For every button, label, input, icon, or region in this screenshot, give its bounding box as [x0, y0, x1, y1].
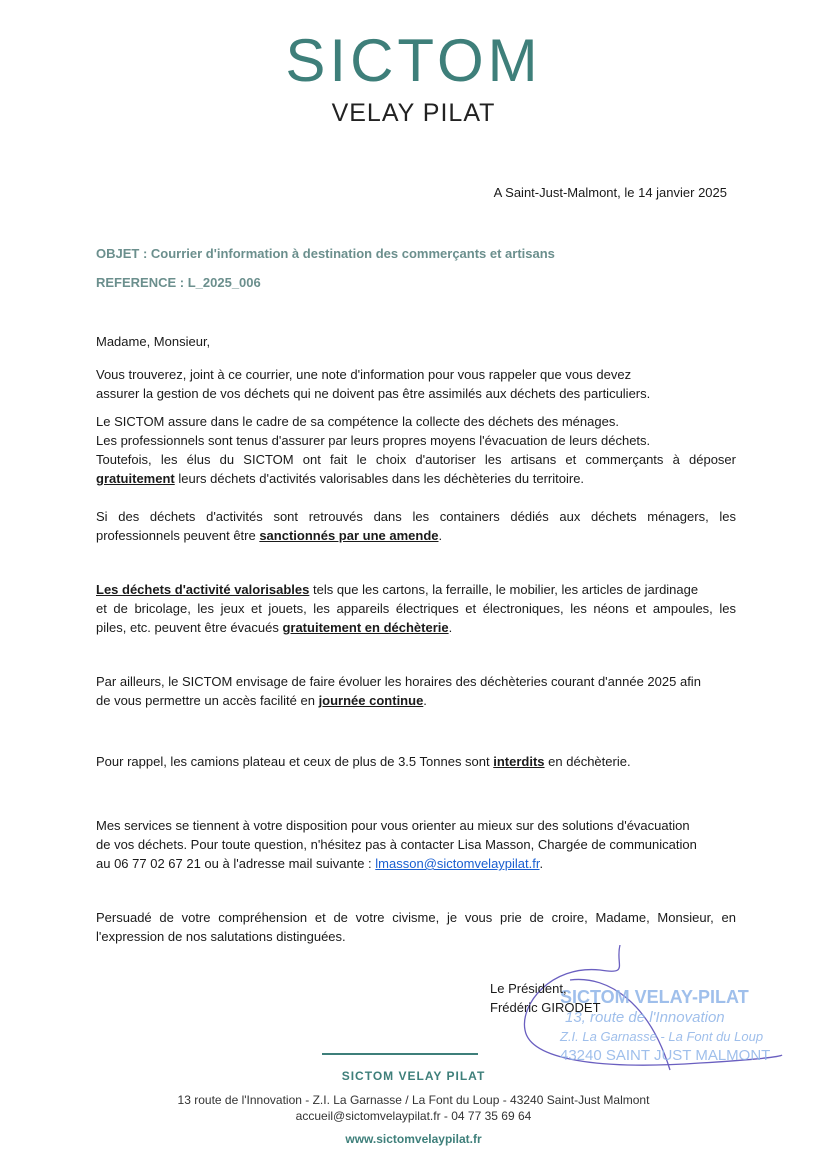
emphasis: Les déchets d'activité valorisables — [96, 582, 310, 597]
footer-org: SICTOM VELAY PILAT — [341, 1069, 486, 1083]
letter-subject: OBJET : Courrier d'information à destination des commerçants et artisans — [96, 246, 555, 261]
emphasis: sanctionnés par une amende — [259, 528, 439, 543]
footer-contact: accueil@sictomvelaypilat.fr - 04 77 35 69 64 — [295, 1109, 532, 1123]
footer-address: 13 route de l'Innovation - Z.I. La Garnasse / La Font du Loup - 43240 Saint-Just Malmont — [177, 1093, 650, 1107]
stamp-line: Z.I. La Garnasse - La Font du Loup — [560, 1029, 764, 1044]
p2-line — [96, 470, 736, 488]
p4-line: et de bricolage, les jeux et jouets, les appareils électriques et électroniques, les néons et ampoules, les — [96, 601, 736, 616]
p2-line: Les professionnels sont tenus d'assurer par leurs propres moyens l'évacuation de leurs déchets. — [96, 433, 651, 448]
signature-title: Le Président, — [490, 981, 567, 996]
text: au 06 77 02 67 21 ou à l'adresse mail suivante : — [96, 856, 376, 871]
text: tels que les cartons, la ferraille, le mobilier, les articles de jardinage — [309, 582, 699, 597]
text: professionnels peuvent être — [96, 528, 260, 543]
text: . — [423, 693, 427, 708]
text: Pour rappel, les camions plateau et ceux de plus de 3.5 Tonnes sont — [96, 754, 494, 769]
footer-website[interactable]: www.sictomvelaypilat.fr — [345, 1132, 482, 1146]
emphasis: journée continue — [318, 693, 424, 708]
p4-line — [96, 581, 736, 599]
stamp-line: 13, route de l'Innovation — [565, 1009, 725, 1026]
text: . — [448, 620, 453, 635]
letter-reference: REFERENCE : L_2025_006 — [96, 275, 261, 290]
p8-line: l'expression de nos salutations distinguées. — [96, 929, 346, 944]
p8-line: Persuadé de votre compréhension et de votre civisme, je vous prie de croire, Madame, Monsieur, en — [96, 910, 736, 925]
text: . — [539, 856, 544, 871]
logo-sictom: SICTOM — [285, 27, 542, 94]
text: leurs déchets d'activités valorisables dans les déchèteries du territoire. — [174, 471, 585, 486]
text: piles, etc. peuvent être évacués — [96, 620, 283, 635]
p7-line — [96, 855, 736, 873]
signature-name: Frédéric GIRODET — [490, 1000, 601, 1015]
p5-line: Par ailleurs, le SICTOM envisage de faire évoluer les horaires des déchèteries courant d'année 2025 afin — [96, 674, 701, 689]
emphasis: gratuitement en déchèterie — [282, 620, 449, 635]
p7-line: de vos déchets. Pour toute question, n'hésitez pas à contacter Lisa Masson, Chargée de communication — [96, 837, 697, 852]
p2-line: Le SICTOM assure dans le cadre de sa compétence la collecte des déchets des ménages. — [96, 414, 619, 429]
emphasis: interdits — [493, 754, 545, 769]
email-link[interactable]: lmasson@sictomvelaypilat.fr — [375, 856, 540, 871]
text: de vous permettre un accès facilité en — [96, 693, 319, 708]
emphasis: gratuitement — [96, 471, 175, 486]
p6-line — [96, 753, 736, 771]
p5-line — [96, 692, 736, 710]
p3-line — [96, 527, 736, 545]
p2-line: Toutefois, les élus du SICTOM ont fait le choix d'autoriser les artisans et commerçants à déposer — [96, 452, 736, 467]
p1-line: Vous trouverez, joint à ce courrier, une note d'information pour vous rappeler que vous devez — [96, 367, 632, 382]
footer-divider — [322, 1053, 478, 1055]
text: en déchèterie. — [544, 754, 631, 769]
p4-line — [96, 619, 736, 637]
p1-line: assurer la gestion de vos déchets qui ne doivent pas être assimilés aux déchets des particuliers. — [96, 386, 651, 401]
letter-date: A Saint-Just-Malmont, le 14 janvier 2025 — [493, 185, 727, 200]
stamp-line: SICTOM VELAY-PILAT — [560, 987, 749, 1007]
stamp-line: 43240 SAINT JUST MALMONT — [560, 1047, 771, 1064]
salutation: Madame, Monsieur, — [96, 334, 211, 349]
text: . — [438, 528, 443, 543]
p7-line: Mes services se tiennent à votre disposition pour vous orienter au mieux sur des solutions d'évacuation — [96, 818, 690, 833]
p3-line: Si des déchets d'activités sont retrouvés dans les containers dédiés aux déchets ménagers, les — [96, 509, 736, 524]
logo-subtitle: VELAY PILAT — [331, 99, 496, 127]
